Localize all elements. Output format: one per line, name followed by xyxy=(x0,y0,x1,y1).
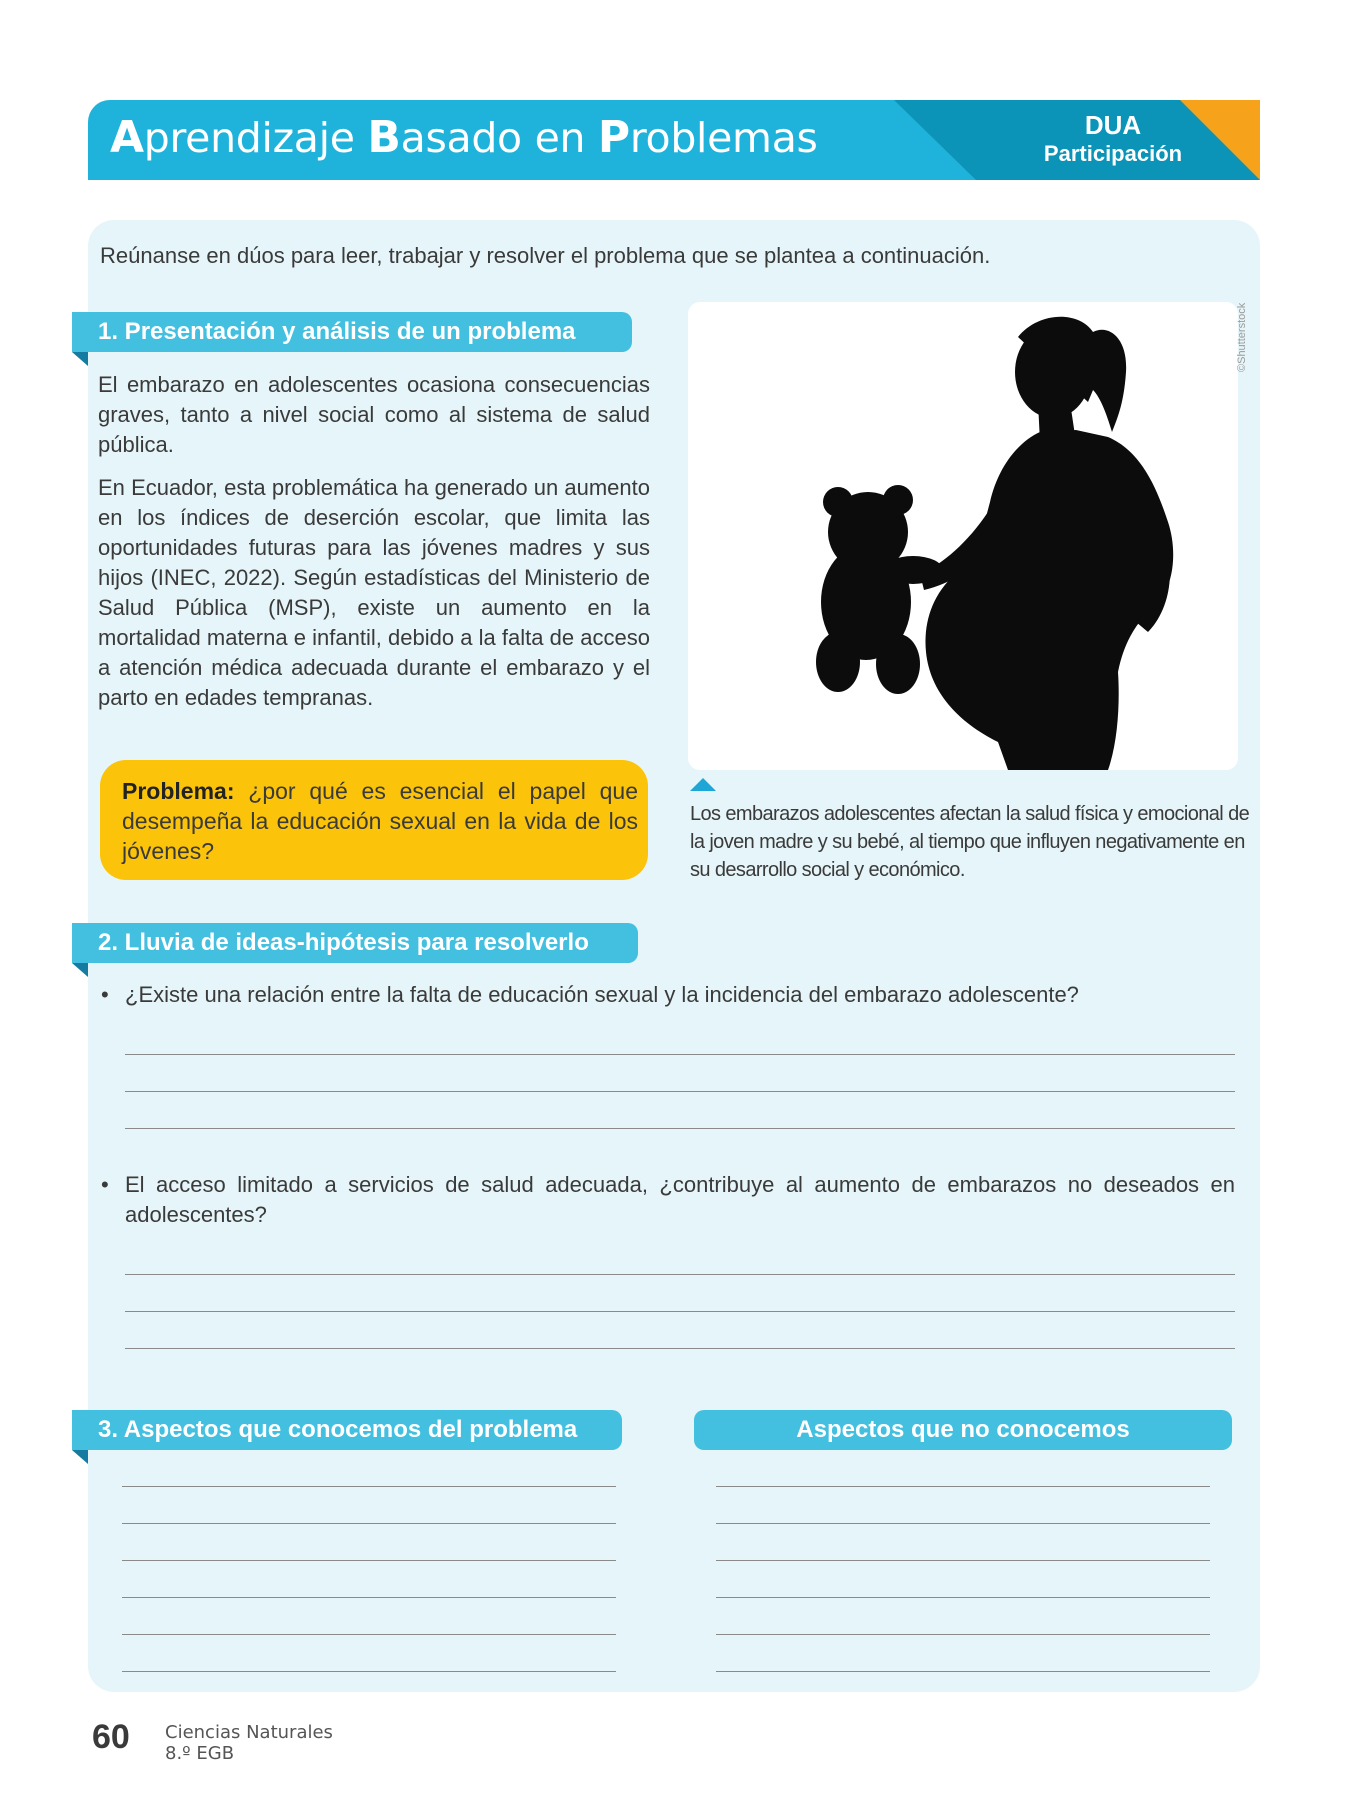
photo-credit: ©Shutterstock xyxy=(1236,302,1248,372)
answer-line[interactable] xyxy=(125,1054,1235,1055)
title-cap-a: A xyxy=(110,112,144,163)
page-number: 60 xyxy=(92,1718,130,1756)
section-2-fold xyxy=(72,963,88,977)
hypothesis-question-1 xyxy=(101,980,1235,1010)
answer-line[interactable] xyxy=(125,1128,1235,1129)
known-answer-line[interactable] xyxy=(122,1560,616,1561)
unknown-answer-line[interactable] xyxy=(716,1523,1210,1524)
grade-level: 8.º EGB xyxy=(165,1743,235,1764)
known-answer-line[interactable] xyxy=(122,1523,616,1524)
section-1-paragraph-2: En Ecuador, esta problemática ha generado un aumento en los índices de deserción escolar, que limita las oportunidades futuras para las jóvenes madres y sus hijos (INEC, 2022). Según estadísticas del Ministerio de Salud Pública (MSP), existe un aumento en la mortalidad materna e infantil, debido a la falta de acceso a atención médica adecuada durante el embarazo y el parto en edades tempranas. xyxy=(98,475,650,710)
photo-caption: Los embarazos adolescentes afectan la salud física y emocional de la joven madre y su bebé, al tiempo que influyen negativamente en su desarrollo social y económico. xyxy=(690,803,1250,881)
unknown-answer-line[interactable] xyxy=(716,1560,1210,1561)
bullet-icon: • xyxy=(101,1172,109,1197)
subject-name: Ciencias Naturales xyxy=(165,1722,333,1743)
dua-badge xyxy=(988,110,1238,168)
title-word-1: prendizaje xyxy=(143,114,368,162)
silhouette-illustration xyxy=(688,302,1238,770)
hypothesis-question-1-text: ¿Existe una relación entre la falta de educación sexual y la incidencia del embarazo adolescente? xyxy=(125,982,1079,1007)
unknown-answer-line[interactable] xyxy=(716,1671,1210,1672)
problem-label: Problema: xyxy=(122,778,235,804)
unknown-answer-line[interactable] xyxy=(716,1634,1210,1635)
section-1-title: 1. Presentación y análisis de un problema xyxy=(72,312,632,352)
footer-subject xyxy=(165,1722,333,1764)
known-answer-line[interactable] xyxy=(122,1597,616,1598)
known-answer-line[interactable] xyxy=(122,1671,616,1672)
section-3-fold xyxy=(72,1450,88,1464)
section-header-banner xyxy=(88,100,1260,180)
hypothesis-question-2 xyxy=(101,1170,1235,1230)
participation-label: Participación xyxy=(1043,141,1183,166)
section-3-title-unknown: Aspectos que no conocemos xyxy=(694,1410,1232,1450)
answer-line[interactable] xyxy=(125,1091,1235,1092)
answer-line[interactable] xyxy=(125,1348,1235,1349)
answer-line[interactable] xyxy=(125,1311,1235,1312)
unknown-answer-line[interactable] xyxy=(716,1597,1210,1598)
section-2-title: 2. Lluvia de ideas-hipótesis para resolverlo xyxy=(72,923,638,963)
section-1-paragraph-1: El embarazo en adolescentes ocasiona consecuencias graves, tanto a nivel social como al sistema de salud pública. xyxy=(98,372,650,457)
title-word-2: asado en xyxy=(400,114,598,162)
known-answer-line[interactable] xyxy=(122,1486,616,1487)
section-1-fold xyxy=(72,352,88,366)
section-3-title-known: 3. Aspectos que conocemos del problema xyxy=(72,1410,622,1450)
caption-marker-icon xyxy=(690,778,716,791)
dua-label: DUA xyxy=(1084,110,1142,140)
page-title xyxy=(110,112,818,163)
title-word-3: roblemas xyxy=(629,114,818,162)
unknown-answer-line[interactable] xyxy=(716,1486,1210,1487)
answer-line[interactable] xyxy=(125,1274,1235,1275)
title-cap-b: B xyxy=(367,112,401,163)
hypothesis-question-2-text: El acceso limitado a servicios de salud adecuada, ¿contribuye al aumento de embarazos no deseados en adolescentes? xyxy=(125,1172,1235,1227)
problem-box xyxy=(100,760,648,880)
problem-question: ¿por qué es esencial el papel que desempeña la educación sexual en la vida de los jóvenes? xyxy=(122,778,638,864)
known-answer-line[interactable] xyxy=(122,1634,616,1635)
title-cap-p: P xyxy=(597,112,630,163)
pregnant-silhouette-photo xyxy=(688,302,1238,770)
intro-instruction: Reúnanse en dúos para leer, trabajar y resolver el problema que se plantea a continuación. xyxy=(100,243,991,268)
bullet-icon: • xyxy=(101,982,109,1007)
